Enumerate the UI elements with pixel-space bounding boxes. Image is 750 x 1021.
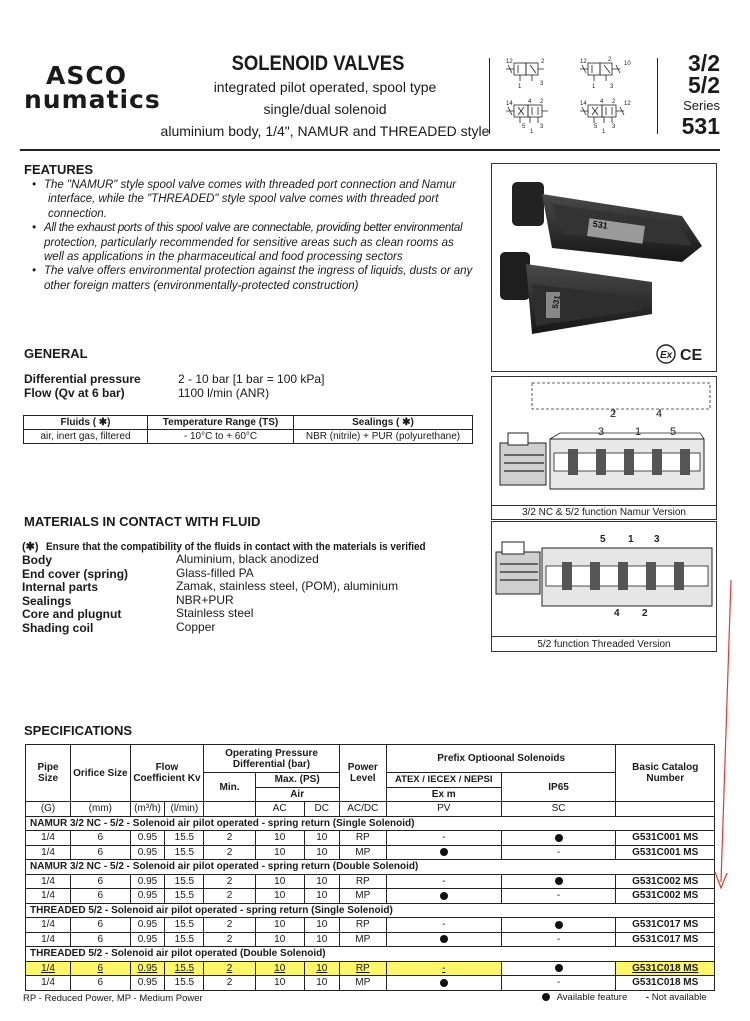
symbol-5-2-single	[506, 105, 548, 123]
spec-cell: 15.5	[165, 976, 204, 991]
namur-port-4: 4	[656, 408, 663, 420]
namur-port-1: 1	[635, 426, 642, 438]
spec-cell: MP	[339, 889, 386, 904]
spec-row	[26, 889, 715, 904]
spec-cell: 15.5	[165, 889, 204, 904]
threaded-caption: 5/2 function Threaded Version	[492, 636, 716, 650]
threaded-section-drawing	[492, 522, 716, 635]
material-value-core: Stainless steel	[176, 606, 254, 620]
spec-row	[26, 874, 715, 889]
product-photo	[491, 163, 717, 372]
spec-row	[26, 918, 715, 933]
function-3-2: 3/2	[688, 50, 720, 76]
sym4-n1: 14	[580, 101, 587, 107]
material-value-end-cover: Glass-filled PA	[176, 565, 254, 580]
spec-cell: 0.95	[130, 976, 165, 991]
spec-cell	[386, 932, 501, 947]
threaded-port-3: 3	[654, 534, 660, 545]
feature-1-line-1: The "NAMUR" style spool valve comes with threaded port connection and Namur	[44, 179, 457, 191]
not-available-text: Not available	[651, 992, 707, 1003]
namur-port-2: 2	[610, 408, 617, 420]
spec-units-row	[26, 802, 715, 817]
spec-cell: 10	[255, 874, 304, 889]
spec-cell: RP	[339, 874, 386, 889]
spec-cell: RP	[339, 918, 386, 933]
sym2-n5: 3	[610, 84, 614, 90]
catalog-number: G531C002 MS	[616, 874, 715, 889]
spec-cell: 0.95	[130, 918, 165, 933]
feature-2-line-3: well as applications in the pharmaceutical and food processing sectors	[44, 251, 403, 264]
feature-1-line-2: interface, while the "THREADED" style spool valve comes with threaded port	[48, 193, 439, 206]
sym4-n7: 3	[612, 124, 616, 130]
catalog-number: G531C018 MS	[616, 976, 715, 991]
spec-row	[26, 831, 715, 846]
subtitle-line-2: single/dual solenoid	[263, 101, 387, 117]
specifications-table	[25, 744, 715, 991]
spec-cell: 10	[255, 845, 304, 860]
note-text: Ensure that the compatibility of the fluids in contact with the materials is verified	[45, 541, 426, 553]
threaded-port-4: 4	[614, 608, 620, 619]
subtitle-line-3: aluminium body, 1/4", NAMUR and THREADED style	[160, 123, 490, 139]
spec-cell	[501, 831, 616, 846]
general-value-1: 2 - 10 bar [1 bar = 100 kPa]	[178, 372, 325, 386]
sym1-n4: 3	[540, 81, 544, 87]
fluid-table-row	[24, 430, 473, 444]
spec-row	[26, 961, 715, 976]
header-ex-m: Ex m	[386, 787, 501, 802]
fluid-table	[23, 415, 473, 444]
spec-cell: 15.5	[165, 961, 204, 976]
sym4-n3: 2	[612, 99, 616, 105]
material-value-shading-coil: Copper	[176, 619, 216, 634]
spec-cell: -	[386, 831, 501, 846]
available-dot-icon	[440, 848, 448, 856]
catalog-number: G531C017 MS	[616, 932, 715, 947]
spec-cell: 6	[71, 874, 130, 889]
feature-item-1	[30, 178, 490, 221]
header-ip65: IP65	[501, 773, 616, 802]
sym3-n2: 4	[528, 99, 532, 105]
spec-cell	[501, 874, 616, 889]
available-dot-icon	[555, 921, 563, 929]
sym3-n3: 2	[540, 99, 544, 105]
fluid-table-header	[24, 416, 473, 430]
feature-3-line-2: other foreign matters (environmentally-protected construction)	[44, 279, 359, 292]
not-available-mark: -	[645, 992, 650, 1003]
spec-cell: MP	[339, 976, 386, 991]
catalog-number: G531C002 MS	[616, 889, 715, 904]
spec-cell: 10	[304, 932, 339, 947]
brand-line-1: ASCO	[46, 61, 127, 90]
spec-cell: -	[501, 976, 616, 991]
materials-values	[176, 553, 398, 634]
subtitle-line-1: integrated pilot operated, spool type	[213, 79, 437, 95]
unit-cell: SC	[501, 802, 616, 817]
spec-group-row	[26, 860, 715, 875]
spec-cell: 1/4	[26, 845, 71, 860]
valve-lower	[500, 252, 652, 334]
footer-legend-left: RP - Reduced Power, MP - Medium Power	[23, 993, 203, 1004]
spec-group-row	[26, 903, 715, 918]
fluid-value: air, inert gas, filtered	[24, 430, 148, 444]
spec-cell: 10	[304, 831, 339, 846]
spec-cell: 10	[304, 845, 339, 860]
spec-cell: 6	[71, 889, 130, 904]
spec-body	[26, 816, 715, 990]
sym2-n1: 12	[580, 59, 587, 65]
spec-cell: 2	[204, 845, 255, 860]
spec-cell: 1/4	[26, 932, 71, 947]
spec-cell: 10	[304, 874, 339, 889]
feature-1-line-3: connection.	[48, 207, 107, 220]
spec-cell	[501, 961, 616, 976]
material-label-shading-coil: Shading coil	[22, 620, 94, 635]
unit-cell: AC	[255, 802, 304, 817]
general-label-2: Flow (Qv at 6 bar)	[24, 386, 125, 400]
spec-cell: 0.95	[130, 889, 165, 904]
spec-cell: -	[386, 918, 501, 933]
ex-mark: Ex	[660, 350, 673, 361]
header-basic-catalog: Basic Catalog Number	[616, 745, 715, 802]
header-divider-right	[657, 58, 658, 134]
spec-cell: 10	[304, 889, 339, 904]
spec-cell: 1/4	[26, 918, 71, 933]
sealings-value: NBR (nitrile) + PUR (polyurethane)	[294, 430, 473, 444]
fluid-header-temp: Temperature Range (TS)	[148, 416, 294, 430]
spec-cell	[386, 845, 501, 860]
spec-cell: 2	[204, 932, 255, 947]
valve-symbols	[496, 55, 654, 137]
spec-cell: -	[501, 845, 616, 860]
material-label-internal-parts: Internal parts	[22, 580, 99, 594]
header-rule	[20, 149, 720, 151]
spec-cell: 15.5	[165, 932, 204, 947]
brand-line-2: numatics	[24, 85, 161, 114]
photo-label-1: 531	[592, 218, 609, 231]
unit-cell: AC/DC	[339, 802, 386, 817]
feature-item-2	[30, 221, 490, 264]
symbol-3-2-double	[580, 63, 620, 81]
materials-title: MATERIALS IN CONTACT WITH FLUID	[24, 514, 261, 529]
spec-cell: -	[386, 961, 501, 976]
spec-row	[26, 932, 715, 947]
catalog-number: G531C018 MS	[616, 961, 715, 976]
header-pipe-size: Pipe Size	[26, 745, 71, 802]
series-number: 531	[681, 113, 720, 139]
spec-cell: 1/4	[26, 874, 71, 889]
unit-cell: (m³/h)	[130, 802, 165, 817]
series-label: Series	[683, 98, 720, 113]
series-block	[662, 52, 720, 137]
spec-cell: 10	[255, 932, 304, 947]
spec-cell	[386, 889, 501, 904]
material-label-sealings: Sealings	[22, 593, 72, 608]
material-label-core: Core and plugnut	[22, 607, 122, 621]
spec-group-row	[26, 947, 715, 962]
feature-2-line-1: All the exhaust ports of this spool valve are connectable, providing better environmental	[44, 222, 463, 235]
materials-list	[22, 554, 128, 635]
spec-cell: 15.5	[165, 874, 204, 889]
threaded-port-1: 1	[628, 534, 634, 545]
specifications-title: SPECIFICATIONS	[24, 723, 133, 738]
spec-cell: 1/4	[26, 976, 71, 991]
spec-cell: 15.5	[165, 918, 204, 933]
spec-cell: -	[386, 874, 501, 889]
diagram-namur	[491, 376, 717, 520]
sym1-n3: 1	[518, 84, 522, 90]
sym3-n4: 5	[522, 124, 526, 130]
bullet: •	[32, 222, 37, 235]
symbol-5-2-double	[580, 105, 624, 123]
spec-cell: 0.95	[130, 961, 165, 976]
page-title: SOLENOID VALVES	[231, 52, 405, 75]
photo-label-2: 531	[550, 294, 562, 310]
sym1-n1: 12	[506, 59, 513, 65]
sym3-n5: 1	[530, 129, 534, 135]
spec-group-title: NAMUR 3/2 NC - 5/2 - Solenoid air pilot operated - spring return (Double Solenoid)	[26, 860, 715, 875]
sym4-n4: 12	[624, 101, 631, 107]
spec-cell: 10	[304, 918, 339, 933]
spec-cell: 6	[71, 918, 130, 933]
spec-group-row	[26, 816, 715, 831]
feature-item-3	[30, 264, 490, 293]
spec-cell: 0.95	[130, 831, 165, 846]
available-dot-icon	[555, 964, 563, 972]
spec-cell: 6	[71, 831, 130, 846]
spec-cell: 2	[204, 831, 255, 846]
spec-cell: 2	[204, 961, 255, 976]
sym4-n5: 5	[594, 124, 598, 130]
note-mark: (✱)	[22, 541, 39, 553]
sym2-n2: 2	[608, 57, 612, 63]
material-value-body: Aluminium, black anodized	[176, 552, 319, 566]
spec-cell: 10	[255, 918, 304, 933]
footer-legend-right	[542, 992, 707, 1003]
available-dot-icon	[542, 993, 550, 1001]
spec-cell	[501, 918, 616, 933]
valve-photo-illustration	[492, 164, 716, 371]
spec-cell: RP	[339, 831, 386, 846]
spec-cell: 0.95	[130, 932, 165, 947]
function-5-2: 5/2	[688, 72, 720, 98]
sym3-n1: 14	[506, 101, 513, 107]
spec-cell: -	[501, 932, 616, 947]
spec-cell: 2	[204, 976, 255, 991]
fluid-header-fluids: Fluids ( ✱)	[24, 416, 148, 430]
spec-cell: 10	[255, 976, 304, 991]
general-value-2: 1100 l/min (ANR)	[178, 386, 270, 400]
header-max: Max. (PS)	[255, 773, 339, 788]
header-air: Air	[255, 787, 339, 802]
header-orifice-size: Orifice Size	[71, 745, 130, 802]
spec-cell: RP	[339, 961, 386, 976]
material-value-sealings: NBR+PUR	[176, 592, 234, 607]
header-flow-coefficient: Flow Coefficient Kv	[130, 745, 204, 802]
available-dot-icon	[440, 892, 448, 900]
sym4-n6: 1	[602, 129, 606, 135]
catalog-number: G531C001 MS	[616, 831, 715, 846]
spec-group-title: NAMUR 3/2 NC - 5/2 - Solenoid air pilot operated - spring return (Single Solenoid)	[26, 816, 715, 831]
material-value-internal-parts: Zamak, stainless steel, (POM), aluminium	[176, 579, 399, 593]
catalog-number: G531C001 MS	[616, 845, 715, 860]
general-label-1: Differential pressure	[24, 372, 141, 386]
arrow-line	[721, 580, 731, 882]
header-divider-left	[489, 58, 490, 134]
spec-cell: 10	[304, 976, 339, 991]
unit-cell: PV	[386, 802, 501, 817]
spec-cell: 10	[255, 889, 304, 904]
threaded-port-5: 5	[600, 534, 606, 545]
namur-port-5: 5	[670, 426, 677, 438]
spec-cell: 0.95	[130, 845, 165, 860]
features-list	[30, 178, 490, 293]
spec-cell: 1/4	[26, 961, 71, 976]
spec-cell: 0.95	[130, 874, 165, 889]
bullet: •	[32, 179, 37, 191]
spec-cell: 1/4	[26, 831, 71, 846]
spec-row	[26, 845, 715, 860]
spec-header-row-1	[26, 745, 715, 773]
spec-cell: 15.5	[165, 831, 204, 846]
unit-cell	[204, 802, 255, 817]
fluid-header-sealings: Sealings ( ✱)	[294, 416, 473, 430]
header-power-level: Power Level	[339, 745, 386, 802]
general-title: GENERAL	[24, 346, 88, 361]
diagram-threaded	[491, 521, 717, 652]
feature-2-line-2: protection, particularly recommended for sensitive areas such as clean rooms as	[44, 236, 454, 249]
namur-section-drawing	[492, 377, 716, 505]
header-operating-pressure: Operating Pressure Differential (bar)	[204, 745, 339, 773]
unit-cell: (G)	[26, 802, 71, 817]
spec-cell	[386, 976, 501, 991]
sym2-n4: 1	[592, 84, 596, 90]
available-dot-icon	[440, 979, 448, 987]
available-dot-icon	[440, 935, 448, 943]
spec-cell: MP	[339, 932, 386, 947]
unit-cell	[616, 802, 715, 817]
valve-upper	[512, 182, 702, 262]
temperature-value: - 10°C to + 60°C	[148, 430, 294, 444]
spec-cell: 2	[204, 874, 255, 889]
spec-cell: 6	[71, 976, 130, 991]
sym2-n3: 10	[624, 61, 631, 67]
spec-cell: 6	[71, 845, 130, 860]
namur-port-3: 3	[598, 426, 605, 438]
annotation-arrow	[712, 576, 742, 896]
threaded-port-2: 2	[642, 608, 648, 619]
features-title: FEATURES	[24, 162, 94, 177]
spec-cell: MP	[339, 845, 386, 860]
spec-cell: 1/4	[26, 889, 71, 904]
spec-group-title: THREADED 5/2 - Solenoid air pilot operated - spring return (Single Solenoid)	[26, 903, 715, 918]
available-dot-icon	[555, 877, 563, 885]
spec-row	[26, 976, 715, 991]
unit-cell: (l/min)	[165, 802, 204, 817]
unit-cell: (mm)	[71, 802, 130, 817]
spec-cell: 2	[204, 889, 255, 904]
spec-cell: 6	[71, 932, 130, 947]
spec-cell: -	[501, 889, 616, 904]
header-prefix: Prefix Optioonal Solenoids	[386, 745, 616, 773]
brand-logo	[24, 61, 161, 114]
spec-cell: 6	[71, 961, 130, 976]
sym3-n6: 3	[540, 124, 544, 130]
sym4-n2: 4	[600, 99, 604, 105]
header-min: Min.	[204, 773, 255, 802]
spec-cell: 15.5	[165, 845, 204, 860]
feature-3-line-1: The valve offers environmental protection against the ingress of liquids, dusts or any	[44, 265, 473, 278]
material-label-end-cover: End cover (spring)	[22, 566, 129, 581]
namur-caption: 3/2 NC & 5/2 function Namur Version	[492, 505, 716, 518]
subtitle-block	[160, 76, 490, 142]
unit-cell: DC	[304, 802, 339, 817]
bullet: •	[32, 265, 37, 278]
spec-cell: 10	[255, 961, 304, 976]
material-label-body: Body	[22, 553, 52, 567]
spec-group-title: THREADED 5/2 - Solenoid air pilot operated (Double Solenoid)	[26, 947, 715, 962]
spec-cell: 10	[255, 831, 304, 846]
sym1-n2: 2	[541, 59, 545, 65]
header-atex: ATEX / IECEX / NEPSI	[386, 773, 501, 788]
available-dot-icon	[555, 834, 563, 842]
symbol-1-numbers	[506, 59, 545, 90]
catalog-number: G531C017 MS	[616, 918, 715, 933]
symbol-3-2-single	[506, 63, 544, 81]
ce-mark: CE	[680, 347, 703, 364]
available-text: Available feature	[556, 992, 628, 1003]
spec-cell: 2	[204, 918, 255, 933]
spec-cell: 10	[304, 961, 339, 976]
